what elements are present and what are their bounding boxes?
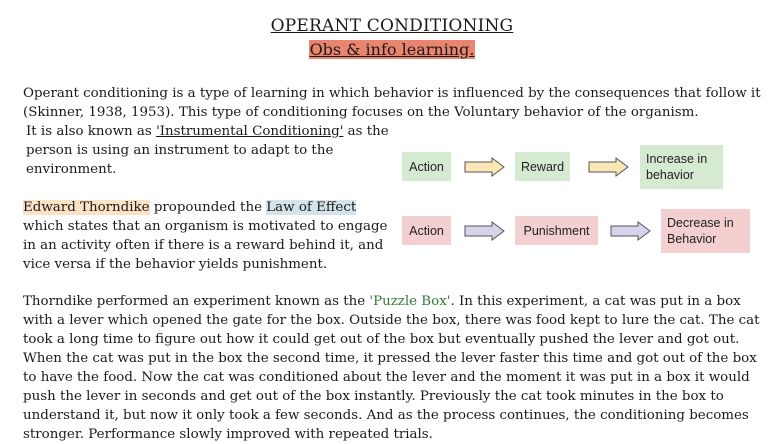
action-box-reward — [402, 152, 451, 181]
puzzle-box-term: 'Puzzle Box' — [369, 294, 451, 309]
action-label: Action — [409, 159, 444, 174]
right-arrow-icon — [464, 157, 506, 177]
right-arrow-icon — [464, 221, 506, 241]
thorndike-paragraph — [23, 198, 395, 274]
decrease-behavior-box — [661, 209, 750, 253]
right-arrow-icon — [588, 157, 630, 177]
law-of-effect: Law of Effect — [266, 200, 357, 215]
punishment-box — [515, 216, 598, 245]
subtitle-container — [0, 40, 784, 59]
increase-line2: behavior — [646, 168, 694, 182]
intro-paragraph: Operant conditioning is a type of learning in which behavior is influenced by the consequences that follow it (Skinner, 1938, 1953). This type of conditioning focuses on the Voluntary behavior of the organism. — [23, 86, 761, 120]
reward-box — [515, 152, 570, 181]
instrumental-term: 'Instrumental Conditioning' — [156, 124, 344, 139]
right-arrow-icon — [610, 221, 652, 241]
instrumental-paragraph — [26, 122, 396, 179]
action-box-punishment — [402, 216, 451, 245]
punishment-label: Punishment — [523, 223, 590, 238]
experiment-rest: . In this experiment, a cat was put in a box with a lever which opened the gate for the box. Outside the box, there was food kept to lure the cat. The cat took a long time to figure out how it could get out of the box but eventually pushed the lever and got out. When the cat was put in the box the second time, it pressed the lever faster this time and got out of the box to have the food. Now the cat was conditioned about the lever and the moment it was put in a box it would push the lever in seconds and get out of the box instantly. Previously the cat took minutes in the box to understand it, but now it only took a few seconds. And as the process continues, the conditioning becomes stronger. Performance slowly improved with repeated trials. — [23, 294, 760, 442]
instrumental-pre: It is also known as — [26, 124, 157, 139]
thorndike-name: Edward Thorndike — [23, 200, 150, 215]
thorndike-mid: propounded the — [149, 200, 267, 215]
reward-label: Reward — [520, 159, 565, 174]
decrease-line1: Decrease in — [667, 216, 734, 230]
page-subtitle: Obs & info learning. — [309, 40, 475, 59]
action-label: Action — [409, 223, 444, 238]
experiment-pre: Thorndike performed an experiment known as the — [23, 294, 370, 309]
increase-line1: Increase in — [646, 152, 708, 166]
instrumental-post: as the person is using an instrument to adapt to the environment. — [26, 124, 389, 177]
experiment-paragraph — [23, 292, 763, 444]
page-title: OPERANT CONDITIONING — [270, 16, 514, 36]
thorndike-rest: which states that an organism is motivated to engage in an activity often if there is a reward behind it, and vice versa if the behavior yields punishment. — [23, 219, 388, 272]
decrease-line2: Behavior — [667, 232, 717, 246]
increase-behavior-box — [640, 145, 723, 189]
